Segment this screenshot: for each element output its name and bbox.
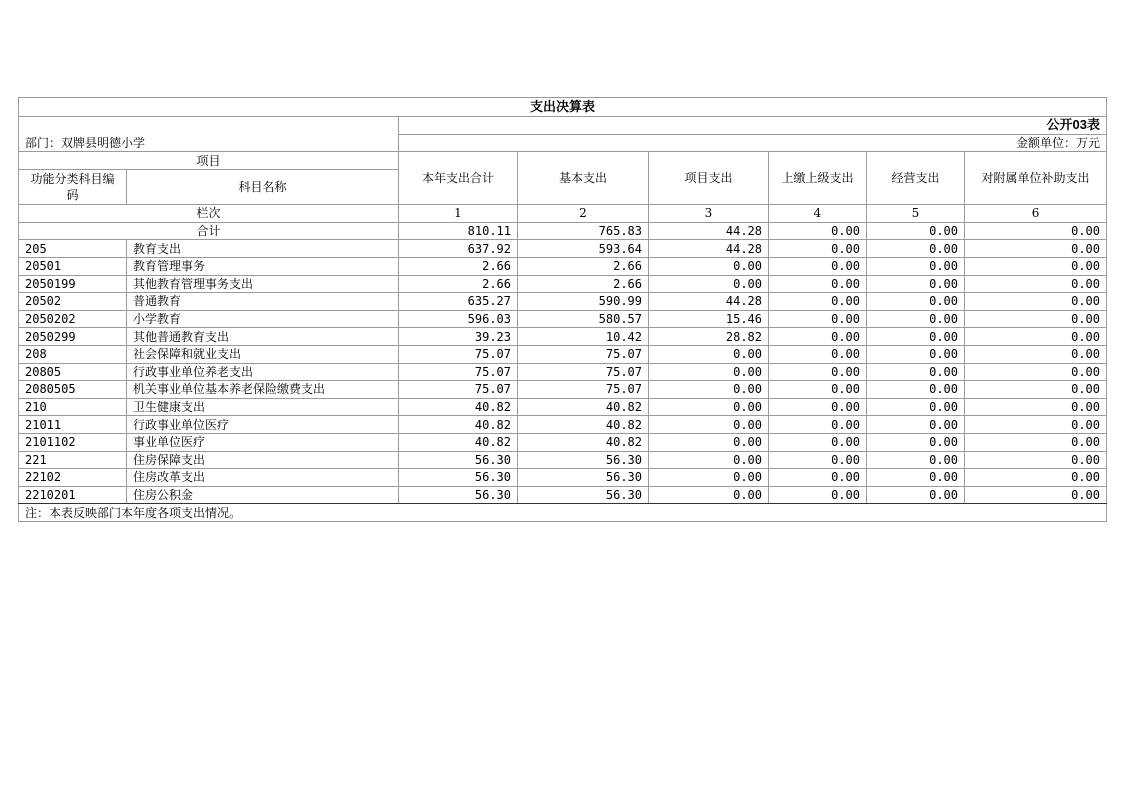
- row-name: 行政事业单位医疗: [127, 416, 399, 434]
- row-code: 20502: [19, 293, 127, 311]
- row-value: 0.00: [769, 345, 867, 363]
- row-value: 56.30: [399, 486, 518, 504]
- col-number: 3: [649, 205, 769, 223]
- code-col-header: 功能分类科目编码: [19, 170, 127, 205]
- row-value: 0.00: [649, 469, 769, 487]
- row-value: 0.00: [649, 398, 769, 416]
- row-value: 0.00: [769, 328, 867, 346]
- row-code: 2050202: [19, 310, 127, 328]
- table-row: [19, 257, 1107, 275]
- row-value: 0.00: [867, 257, 965, 275]
- row-value: 0.00: [867, 310, 965, 328]
- row-value: 40.82: [399, 416, 518, 434]
- table-row: [19, 486, 1107, 504]
- row-name: 教育支出: [127, 240, 399, 258]
- table-row: [19, 381, 1107, 399]
- row-value: 56.30: [399, 469, 518, 487]
- row-value: 0.00: [965, 275, 1107, 293]
- row-value: 590.99: [518, 293, 649, 311]
- row-code: 21011: [19, 416, 127, 434]
- row-value: 75.07: [518, 363, 649, 381]
- row-value: 0.00: [965, 398, 1107, 416]
- row-value: 0.00: [649, 451, 769, 469]
- row-value: 2.66: [399, 257, 518, 275]
- total-value: 810.11: [399, 222, 518, 240]
- row-value: 0.00: [867, 275, 965, 293]
- row-value: 40.82: [518, 398, 649, 416]
- table-row: [19, 310, 1107, 328]
- row-name: 机关事业单位基本养老保险缴费支出: [127, 381, 399, 399]
- col-number: 6: [965, 205, 1107, 223]
- row-code: 20805: [19, 363, 127, 381]
- row-value: 0.00: [965, 310, 1107, 328]
- row-value: 0.00: [965, 416, 1107, 434]
- row-value: 0.00: [649, 257, 769, 275]
- col-header-remit: 上缴上级支出: [769, 152, 867, 205]
- department-label: 部门：双牌县明德小学: [19, 134, 399, 152]
- row-name: 行政事业单位养老支出: [127, 363, 399, 381]
- row-value: 2.66: [518, 275, 649, 293]
- row-value: 0.00: [769, 469, 867, 487]
- total-label: 合计: [19, 222, 399, 240]
- row-value: 0.00: [769, 416, 867, 434]
- footnote: 注：本表反映部门本年度各项支出情况。: [19, 504, 1107, 522]
- row-value: 56.30: [399, 451, 518, 469]
- row-value: 0.00: [867, 433, 965, 451]
- row-value: 0.00: [649, 416, 769, 434]
- table-row: [19, 398, 1107, 416]
- row-name: 教育管理事务: [127, 257, 399, 275]
- row-value: 40.82: [399, 398, 518, 416]
- row-code: 221: [19, 451, 127, 469]
- row-code: 205: [19, 240, 127, 258]
- col-header-subsidy: 对附属单位补助支出: [965, 152, 1107, 205]
- row-value: 0.00: [867, 398, 965, 416]
- row-value: 0.00: [769, 486, 867, 504]
- row-value: 75.07: [399, 345, 518, 363]
- row-value: 15.46: [649, 310, 769, 328]
- row-value: 40.82: [518, 433, 649, 451]
- row-value: 0.00: [867, 451, 965, 469]
- row-value: 580.57: [518, 310, 649, 328]
- row-value: 0.00: [965, 363, 1107, 381]
- table-row: [19, 433, 1107, 451]
- col-number: 5: [867, 205, 965, 223]
- row-value: 0.00: [769, 381, 867, 399]
- row-name: 住房改革支出: [127, 469, 399, 487]
- name-col-header: 科目名称: [127, 170, 399, 205]
- total-value: 765.83: [518, 222, 649, 240]
- table-row: [19, 240, 1107, 258]
- row-code: 2050299: [19, 328, 127, 346]
- row-value: 75.07: [399, 363, 518, 381]
- row-value: 596.03: [399, 310, 518, 328]
- col-header-total: 本年支出合计: [399, 152, 518, 205]
- row-value: 0.00: [965, 328, 1107, 346]
- total-value: 0.00: [867, 222, 965, 240]
- expenditure-sheet: [18, 97, 1106, 522]
- col-header-basic: 基本支出: [518, 152, 649, 205]
- row-value: 2.66: [399, 275, 518, 293]
- table-row: [19, 451, 1107, 469]
- blank-cell: [19, 117, 399, 135]
- row-value: 0.00: [965, 381, 1107, 399]
- row-code: 2101102: [19, 433, 127, 451]
- row-name: 卫生健康支出: [127, 398, 399, 416]
- expenditure-table: [18, 97, 1107, 522]
- row-value: 56.30: [518, 469, 649, 487]
- total-value: 0.00: [769, 222, 867, 240]
- row-value: 0.00: [867, 293, 965, 311]
- row-value: 39.23: [399, 328, 518, 346]
- col-header-operating: 经营支出: [867, 152, 965, 205]
- row-name: 社会保障和就业支出: [127, 345, 399, 363]
- col-header-project: 项目支出: [649, 152, 769, 205]
- row-name: 其他教育管理事务支出: [127, 275, 399, 293]
- row-value: 0.00: [769, 240, 867, 258]
- row-value: 0.00: [769, 398, 867, 416]
- row-name: 住房公积金: [127, 486, 399, 504]
- row-value: 0.00: [769, 275, 867, 293]
- row-value: 28.82: [649, 328, 769, 346]
- row-code: 210: [19, 398, 127, 416]
- row-value: 0.00: [867, 328, 965, 346]
- form-code: 公开03表: [399, 117, 1107, 135]
- row-value: 637.92: [399, 240, 518, 258]
- table-row: [19, 345, 1107, 363]
- row-value: 0.00: [867, 345, 965, 363]
- row-value: 0.00: [867, 381, 965, 399]
- row-name: 普通教育: [127, 293, 399, 311]
- row-code: 2080505: [19, 381, 127, 399]
- row-value: 0.00: [649, 433, 769, 451]
- row-code: 22102: [19, 469, 127, 487]
- row-value: 0.00: [649, 275, 769, 293]
- row-value: 0.00: [769, 310, 867, 328]
- item-header: 项目: [19, 152, 399, 170]
- row-value: 0.00: [965, 451, 1107, 469]
- row-value: 0.00: [965, 293, 1107, 311]
- row-value: 0.00: [965, 486, 1107, 504]
- row-value: 56.30: [518, 486, 649, 504]
- row-code: 208: [19, 345, 127, 363]
- row-name: 其他普通教育支出: [127, 328, 399, 346]
- row-value: 2.66: [518, 257, 649, 275]
- row-code: 2050199: [19, 275, 127, 293]
- unit-label: 金额单位：万元: [399, 134, 1107, 152]
- row-value: 0.00: [649, 363, 769, 381]
- table-row: [19, 363, 1107, 381]
- total-row: [19, 222, 1107, 240]
- row-value: 0.00: [649, 345, 769, 363]
- row-name: 事业单位医疗: [127, 433, 399, 451]
- row-value: 0.00: [649, 486, 769, 504]
- col-number: 4: [769, 205, 867, 223]
- row-value: 56.30: [518, 451, 649, 469]
- row-label-header: 栏次: [19, 205, 399, 223]
- row-name: 住房保障支出: [127, 451, 399, 469]
- row-value: 0.00: [965, 345, 1107, 363]
- row-value: 0.00: [867, 240, 965, 258]
- row-value: 0.00: [867, 363, 965, 381]
- row-value: 0.00: [769, 293, 867, 311]
- table-row: [19, 275, 1107, 293]
- row-value: 0.00: [769, 363, 867, 381]
- row-name: 小学教育: [127, 310, 399, 328]
- row-value: 44.28: [649, 293, 769, 311]
- row-value: 0.00: [769, 257, 867, 275]
- table-row: [19, 328, 1107, 346]
- row-code: 2210201: [19, 486, 127, 504]
- table-row: [19, 293, 1107, 311]
- row-value: 0.00: [867, 469, 965, 487]
- row-value: 40.82: [399, 433, 518, 451]
- page-title: 支出决算表: [19, 98, 1107, 117]
- row-value: 75.07: [399, 381, 518, 399]
- row-value: 0.00: [649, 381, 769, 399]
- total-value: 0.00: [965, 222, 1107, 240]
- row-value: 0.00: [769, 433, 867, 451]
- row-value: 0.00: [867, 416, 965, 434]
- row-value: 635.27: [399, 293, 518, 311]
- row-value: 44.28: [649, 240, 769, 258]
- table-row: [19, 469, 1107, 487]
- row-value: 0.00: [965, 469, 1107, 487]
- row-value: 10.42: [518, 328, 649, 346]
- row-value: 75.07: [518, 345, 649, 363]
- row-value: 0.00: [965, 257, 1107, 275]
- table-row: [19, 416, 1107, 434]
- row-value: 40.82: [518, 416, 649, 434]
- row-value: 593.64: [518, 240, 649, 258]
- row-value: 0.00: [867, 486, 965, 504]
- row-value: 75.07: [518, 381, 649, 399]
- col-number: 1: [399, 205, 518, 223]
- row-value: 0.00: [965, 240, 1107, 258]
- row-value: 0.00: [769, 451, 867, 469]
- col-number: 2: [518, 205, 649, 223]
- row-value: 0.00: [965, 433, 1107, 451]
- row-code: 20501: [19, 257, 127, 275]
- total-value: 44.28: [649, 222, 769, 240]
